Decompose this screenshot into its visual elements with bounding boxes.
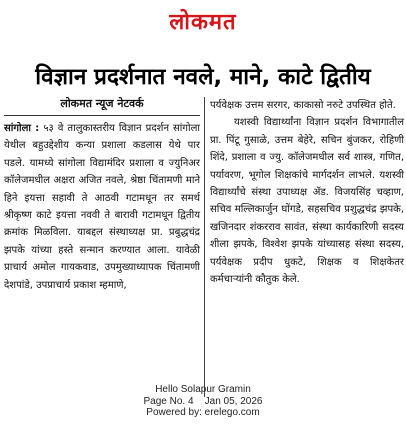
article-column-right xyxy=(210,97,404,288)
footer-edition: Hello Solapur Gramin xyxy=(155,384,251,395)
footer-page-date: Page No. 4 Jan 05, 2026 xyxy=(143,395,263,407)
article-headline: विज्ञान प्रदर्शनात नवले, माने, काटे द्वितीय xyxy=(35,64,371,90)
article-paragraph-1 xyxy=(4,120,200,294)
article-byline: लोकमत न्यूज नेटवर्क xyxy=(4,97,200,116)
article-dateline: सांगोला : xyxy=(4,123,40,134)
article-paragraph-3-text: यशस्वी विद्यार्थ्यांना विज्ञान प्रदर्शन विभागातील प्रा. पिंटू गुसाळे, उत्तम बेहेरे, सचिन बुंजकर, रोहिणी शिंदे, प्रशाला व ज्यु. कॉलेजमधील सर्व शास्त्र, गणित, पर्यावरण, भूगोल शिक्षकांचे मार्गदर्शन लाभले. यशस्वी विद्यार्थ्यांचे संस्था उपाध्यक्ष ॲड. विजयसिंह चव्हाण, सचिव मल्लिकार्जुन घोंगडे, सहसचिव प्रशुद्धचंद्र झपके, खजिनदार शंकरराव सावंत, संस्था कार्यकारिणी सदस्य शीला झपके, विश्वेश झपके यांच्यासह संस्था सदस्य, पर्यवेक्षक प्रदीप धुकटे, शिक्षक व शिक्षकेतर कर्मचाऱ्यांनी कौतुक केले. xyxy=(210,117,404,286)
footer-powered-by: Powered by: erelego.com xyxy=(146,407,260,418)
column-divider xyxy=(204,97,205,397)
page-footer xyxy=(0,384,406,419)
article-column-left xyxy=(4,97,200,294)
article-paragraph-1-text: ५३ वे तालुकास्तरीय विज्ञान प्रदर्शन सांगोला येथील बहुउद्देशीय कन्या प्रशाला कडलास येथे पार पडले. यामध्ये सांगोला विद्यामंदिर प्रशाला व ज्युनिअर कॉलेजमधील अक्षरा अजित नवले, श्रेष्ठा चिंतामणी माने हिने इयत्ता सहावी ते आठवी गटामधून तर समर्थ श्रीकृष्ण काटे इयत्ता नववी ते बारावी गटामधून द्वितीय क्रमांक मिळविला. याबद्दल संस्थाध्यक्ष प्रा. प्रबुद्धचंद्र झपके यांच्या हस्ते सन्मान करण्यात आला. यावेळी प्राचार्य अमोल गायकवाड, उपमुख्याध्यापक चिंतामणी देशपांडे, उपप्राचार्य प्रकाश म्हमाणे, xyxy=(4,123,200,291)
article-paragraph-2: पर्यवेक्षक उत्तम सरगर, काकासो नरुटे उपस्थित होते. xyxy=(210,100,396,111)
article-paragraph-3 xyxy=(210,114,404,288)
newspaper-masthead-logo: लोकमत xyxy=(169,9,237,35)
